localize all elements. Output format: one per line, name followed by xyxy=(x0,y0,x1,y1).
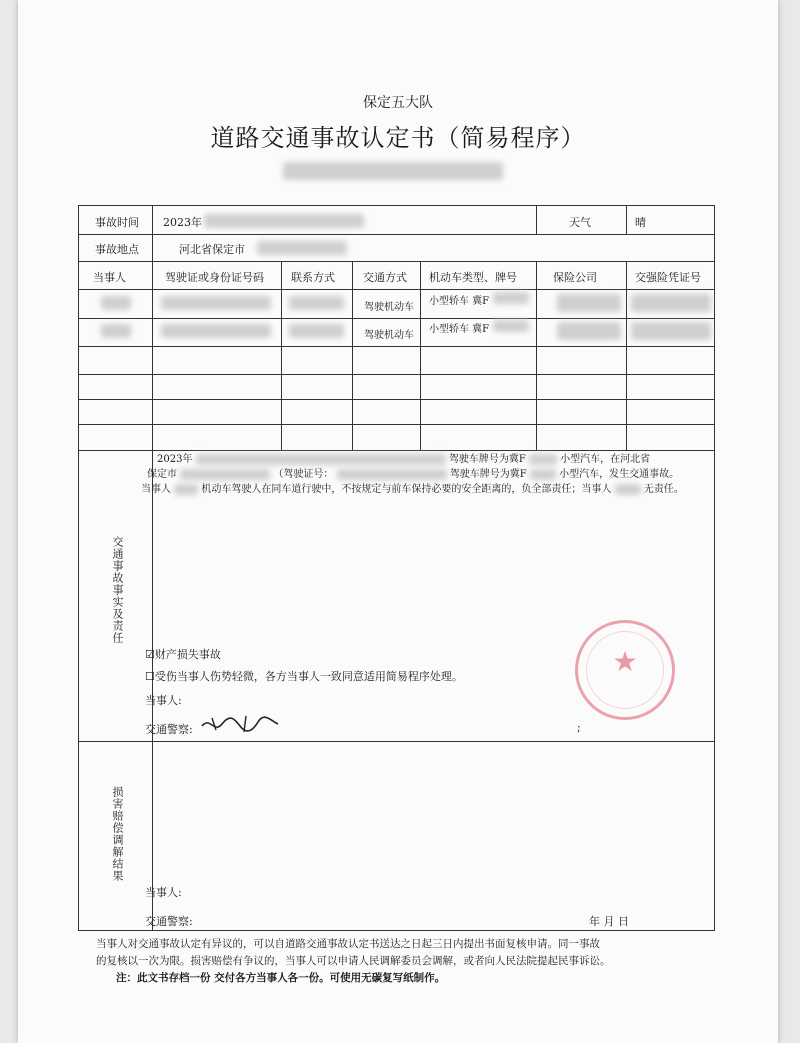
facts-text: 保定市 （驾驶证号： 驾驶车牌号为冀F 小型汽车，发生交通事故。 xyxy=(147,469,680,480)
redacted-insurer xyxy=(557,294,621,312)
traffic-mode: 驾驶机动车 xyxy=(364,330,414,341)
facts-text: 当事人 机动车驾驶人在同车道行驶中，不按规定与前车保持必要的安全距离的，负全部责任；当事人 无责任。 xyxy=(141,484,684,495)
column-header: 交通方式 xyxy=(363,271,407,284)
redacted-id xyxy=(161,296,271,310)
party-signature-label-2: 当事人: xyxy=(145,886,182,899)
police-signature-label-2: 交通警察: xyxy=(145,915,193,928)
redacted-phone xyxy=(289,324,344,338)
footer-notes xyxy=(96,936,716,987)
redacted-insurer xyxy=(557,322,621,340)
date-field: 年 月 日 xyxy=(589,915,629,928)
mediation-section-label: 损害赔偿调解结果 xyxy=(111,786,124,882)
punctuation-mark: ; xyxy=(577,721,581,734)
property-loss-checkbox: ☑财产损失事故 xyxy=(145,648,221,661)
accident-place-label: 事故地点 xyxy=(95,243,139,256)
column-header: 交强险凭证号 xyxy=(635,271,701,284)
redacted-plate xyxy=(493,320,529,332)
issuing-unit: 保定五大队 xyxy=(363,95,433,111)
accident-time-value: 2023年 xyxy=(163,216,202,229)
vehicle-plate: 小型轿车 冀F xyxy=(429,324,490,335)
weather-value: 晴 xyxy=(635,216,646,229)
column-header: 机动车类型、牌号 xyxy=(429,271,517,284)
facts-section-label: 交通事故事实及责任 xyxy=(111,536,124,644)
police-signature-label: 交通警察: xyxy=(145,723,193,736)
redacted-party xyxy=(101,324,131,338)
note-line: 注：此文书存档一份 交付各方当事人各一份。可使用无碳复写纸制作。 xyxy=(116,972,446,984)
police-seal-stamp: ★ xyxy=(575,620,675,720)
redacted-time xyxy=(204,214,364,228)
page-title: 道路交通事故认定书（简易程序） xyxy=(210,124,586,152)
party-signature-label: 当事人: xyxy=(145,694,182,707)
facts-text: 2023年 驾驶车牌号为冀F 小型汽车，在河北省 xyxy=(157,454,651,465)
redacted-place xyxy=(257,241,347,255)
accident-place-value: 河北省保定市 xyxy=(179,243,245,256)
accident-form xyxy=(78,205,715,931)
note-line: 当事人对交通事故认定有异议的，可以自道路交通事故认定书送达之日起三日内提出书面复核申请。同一事故 xyxy=(96,938,600,950)
redacted-party xyxy=(101,296,131,310)
redacted-plate xyxy=(493,292,529,304)
weather-label: 天气 xyxy=(569,216,591,229)
officer-signature xyxy=(200,712,280,740)
column-header: 当事人 xyxy=(93,271,126,284)
accident-time-label: 事故时间 xyxy=(95,216,139,229)
vehicle-plate: 小型轿车 冀F xyxy=(429,296,490,307)
column-header: 驾驶证或身份证号码 xyxy=(165,271,264,284)
note-line: 的复核以一次为限。损害赔偿有争议的，当事人可以申请人民调解委员会调解，或者向人民法院提起民事诉讼。 xyxy=(96,955,611,967)
redacted-id xyxy=(161,324,271,338)
simple-procedure-checkbox: ☐受伤当事人伤势轻微，各方当事人一致同意适用简易程序处理。 xyxy=(145,670,463,683)
redacted-phone xyxy=(289,296,344,310)
column-header: 联系方式 xyxy=(291,271,335,284)
column-header: 保险公司 xyxy=(553,271,597,284)
redacted-insurance-no xyxy=(631,294,711,312)
traffic-mode: 驾驶机动车 xyxy=(364,302,414,313)
redacted-document-number xyxy=(283,162,503,180)
redacted-insurance-no xyxy=(631,322,711,340)
